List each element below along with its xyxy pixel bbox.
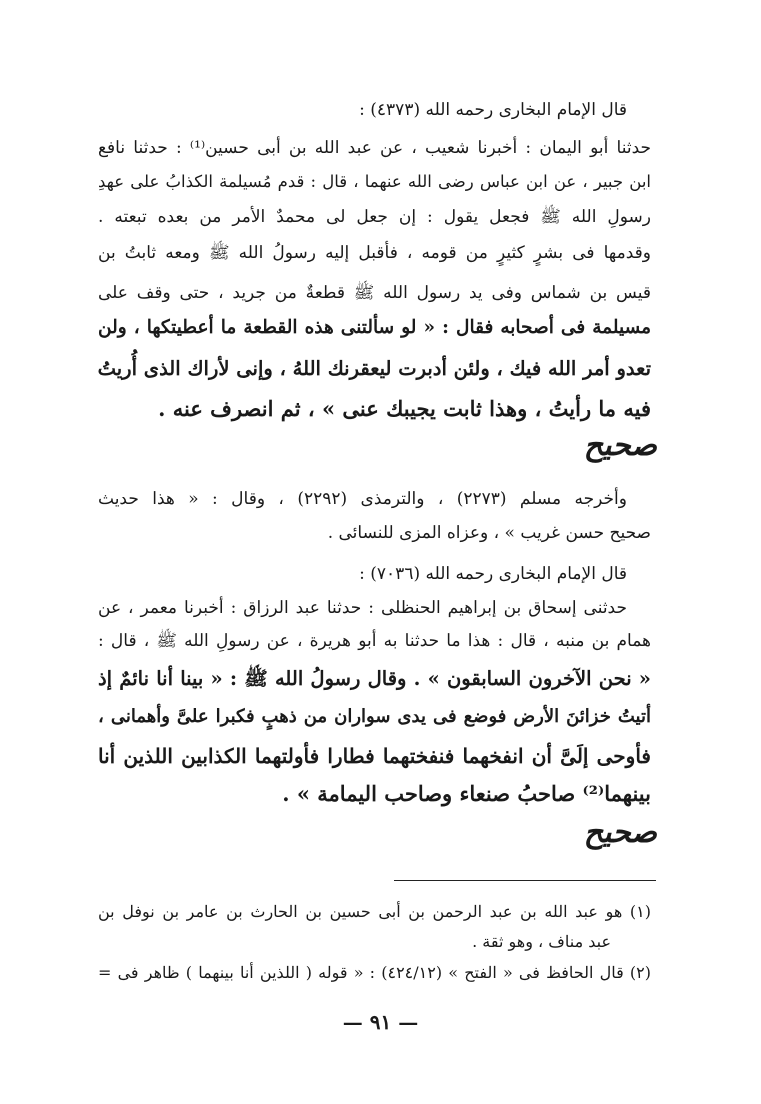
- hadith2-line-5: فأوحى إلَىَّ أن انفخهما فنفختهما فطارا فأولتهما الكذابين اللذين أنا: [98, 744, 651, 768]
- hadith1-line-2: ابن جبير ، عن ابن عباس رضى الله عنهما ، قال : قدم مُسيلمة الكذابُ على عهدِ: [98, 172, 651, 191]
- hadith1-intro: قال الإمام البخارى رحمه الله (٤٣٧٣) :: [359, 100, 627, 120]
- takhrij-line-2: صحيح حسن غريب » ، وعزاه المزى للنسائى .: [327, 523, 651, 543]
- footnote-2-line-1: (٢) قال الحافظ فى « الفتح » (٤٢٤/١٢) : « قوله ( اللذين أنا بينهما ) ظاهر فى =: [98, 963, 651, 982]
- hadith1-line-1: حدثنا أبو اليمان : أخبرنا شعيب ، عن عبد الله بن أبى حسين⁽¹⁾ : حدثنا نافع: [98, 138, 651, 158]
- hadith2-line-4: أتيتُ خزائنَ الأرض فوضع فى يدى سواران من ذهبٍ فكبرا علىَّ وأهمانى ،: [98, 706, 651, 727]
- hadith1-line-5: قيس بن شماس وفى يد رسول الله ﷺ قطعةٌ من جريد ، حتى وقف على: [98, 283, 651, 303]
- page-number: — ٩١ —: [342, 1010, 419, 1034]
- hadith2-grade: صحيح: [583, 815, 657, 850]
- hadith2-line-2: همام بن منبه ، قال : هذا ما حدثنا به أبو هريرة ، عن رسولِ الله ﷺ ، قال :: [98, 631, 651, 651]
- hadith2-line-1: حدثنى إسحاق بن إبراهيم الحنظلى : حدثنا عبد الرزاق : أخبرنا معمر ، عن: [98, 598, 627, 618]
- hadith2-line-6: بينهما⁽²⁾ صاحبُ صنعاء وصاحب اليمامة » .: [282, 781, 651, 806]
- hadith2-intro: قال الإمام البخارى رحمه الله (٧٠٣٦) :: [359, 564, 627, 584]
- footnote-1-line-2: عبد مناف ، وهو ثقة .: [472, 932, 611, 951]
- hadith1-line-8: فيه ما رأيتُ ، وهذا ثابت يجيبك عنى » ، ثم انصرف عنه .: [158, 396, 651, 421]
- hadith1-line-6: مسيلمة فى أصحابه فقال : « لو سألتنى هذه القطعة ما أعطيتكها ، ولن: [98, 317, 651, 338]
- footnote-1-line-1: (١) هو عبد الله بن عبد الرحمن بن أبى حسين بن الحارث بن عامر بن نوفل بن: [98, 902, 651, 921]
- hadith2-line-3: « نحن الآخرون السابقون » . وقال رسولُ الله ﷺ : « بينا أنا نائمٌ إذ: [98, 667, 651, 690]
- hadith1-line-4: وقدمها فى بشرٍ كثيرٍ من قومه ، فأقبل إليه رسولُ الله ﷺ ومعه ثابتُ بن: [98, 243, 651, 263]
- hadith1-line-3: رسولِ الله ﷺ فجعل يقول : إن جعل لى محمدٌ الأمر من بعده تبعته .: [98, 207, 651, 227]
- footnote-separator: [394, 880, 656, 881]
- takhrij-line-1: وأخرجه مسلم (٢٢٧٣) ، والترمذى (٢٢٩٢) ، وقال : « هذا حديث: [98, 489, 627, 509]
- hadith1-line-7: تعدو أمر الله فيك ، ولئن أدبرت ليعقرنك اللهُ ، وإنى لأراك الذى أُريتُ: [97, 357, 651, 380]
- hadith1-grade: صحيح: [583, 428, 657, 463]
